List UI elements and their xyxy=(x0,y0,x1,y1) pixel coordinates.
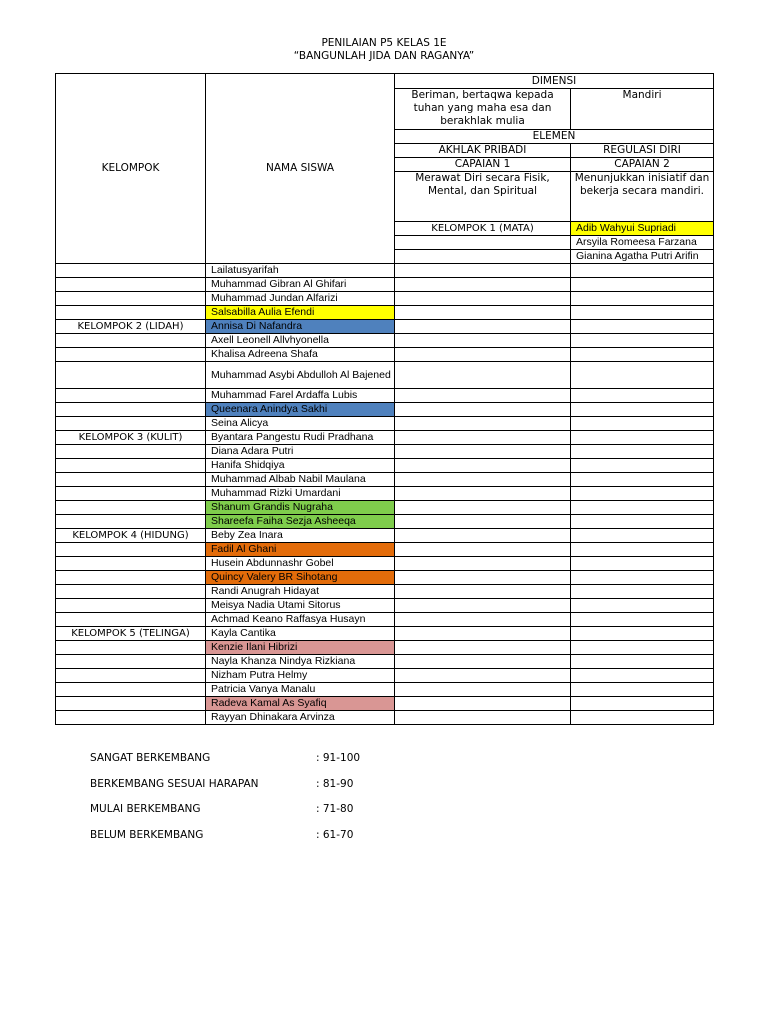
capaian-2-score-cell[interactable] xyxy=(571,515,714,529)
capaian-1-score-cell[interactable] xyxy=(395,306,571,320)
group-cell xyxy=(56,348,206,362)
group-cell xyxy=(56,669,206,683)
group-cell xyxy=(56,613,206,627)
capaian-1-score-cell[interactable] xyxy=(395,348,571,362)
capaian-2-score-cell[interactable] xyxy=(571,403,714,417)
student-name: Randi Anugrah Hidayat xyxy=(206,585,395,599)
student-name: Annisa Di Nafandra xyxy=(206,320,395,334)
group-cell: KELOMPOK 2 (LIDAH) xyxy=(56,320,206,334)
student-name: Muhammad Rizki Umardani xyxy=(206,487,395,501)
student-row xyxy=(56,585,714,599)
capaian-2-score-cell[interactable] xyxy=(571,292,714,306)
student-name: Axell Leonell Allvhyonella xyxy=(206,334,395,348)
capaian-2-score-cell[interactable] xyxy=(571,697,714,711)
student-name: Muhammad Albab Nabil Maulana xyxy=(206,473,395,487)
student-row xyxy=(56,417,714,431)
student-row xyxy=(56,278,714,292)
legend-range: : 91-100 xyxy=(316,752,361,764)
student-name: Muhammad Jundan Alfarizi xyxy=(206,292,395,306)
group-cell xyxy=(56,543,206,557)
student-row xyxy=(56,613,714,627)
group-cell: KELOMPOK 1 (MATA) xyxy=(395,222,571,236)
header-dimensi-mandiri: Mandiri xyxy=(571,89,714,130)
group-cell xyxy=(56,459,206,473)
capaian-2-score-cell[interactable] xyxy=(571,585,714,599)
group-cell xyxy=(56,487,206,501)
group-cell xyxy=(56,278,206,292)
group-cell xyxy=(56,334,206,348)
student-name: Khalisa Adreena Shafa xyxy=(206,348,395,362)
assessment-table xyxy=(55,73,714,725)
capaian-1-score-cell[interactable] xyxy=(395,417,571,431)
capaian-2-score-cell[interactable] xyxy=(571,362,714,389)
header-capaian-1-desc: Merawat Diri secara Fisik, Mental, dan Spiritual xyxy=(395,172,571,222)
capaian-2-score-cell[interactable] xyxy=(571,473,714,487)
group-cell xyxy=(56,641,206,655)
capaian-2-score-cell[interactable] xyxy=(571,571,714,585)
capaian-1-score-cell[interactable] xyxy=(395,320,571,334)
student-row xyxy=(56,669,714,683)
student-name: Muhammad Asybi Abdulloh Al Bajened xyxy=(206,362,395,389)
header-capaian-1: CAPAIAN 1 xyxy=(395,158,571,172)
capaian-2-score-cell[interactable] xyxy=(571,613,714,627)
student-name: Queenara Anindya Sakhi xyxy=(206,403,395,417)
student-row xyxy=(56,389,714,403)
capaian-1-score-cell[interactable] xyxy=(395,292,571,306)
capaian-1-score-cell[interactable] xyxy=(395,487,571,501)
capaian-1-score-cell[interactable] xyxy=(395,585,571,599)
legend-label: SANGAT BERKEMBANG xyxy=(90,752,211,764)
group-cell xyxy=(56,306,206,320)
student-name: Kayla Cantika xyxy=(206,627,395,641)
group-cell xyxy=(56,655,206,669)
capaian-2-score-cell[interactable] xyxy=(571,599,714,613)
student-row xyxy=(56,599,714,613)
header-kelompok: KELOMPOK xyxy=(56,74,206,264)
capaian-2-score-cell[interactable] xyxy=(571,627,714,641)
header-capaian-2-desc: Menunjukkan inisiatif dan bekerja secara mandiri. xyxy=(571,172,714,222)
student-name: Hanifa Shidqiya xyxy=(206,459,395,473)
capaian-1-score-cell[interactable] xyxy=(395,501,571,515)
group-cell xyxy=(395,250,571,264)
capaian-2-score-cell[interactable] xyxy=(571,501,714,515)
capaian-2-score-cell[interactable] xyxy=(571,529,714,543)
capaian-1-score-cell[interactable] xyxy=(395,669,571,683)
capaian-1-score-cell[interactable] xyxy=(395,697,571,711)
student-row xyxy=(56,264,714,278)
capaian-2-score-cell[interactable] xyxy=(571,641,714,655)
header-elemen: ELEMEN xyxy=(395,130,714,144)
group-cell xyxy=(56,292,206,306)
capaian-1-score-cell[interactable] xyxy=(395,334,571,348)
student-row xyxy=(56,683,714,697)
capaian-2-score-cell[interactable] xyxy=(571,306,714,320)
capaian-1-score-cell[interactable] xyxy=(395,362,571,389)
capaian-2-score-cell[interactable] xyxy=(571,445,714,459)
capaian-2-score-cell[interactable] xyxy=(571,487,714,501)
group-cell xyxy=(56,515,206,529)
capaian-1-score-cell[interactable] xyxy=(395,459,571,473)
header-dimensi: DIMENSI xyxy=(395,74,714,89)
capaian-1-score-cell[interactable] xyxy=(395,641,571,655)
capaian-1-score-cell[interactable] xyxy=(395,431,571,445)
group-cell xyxy=(56,711,206,725)
student-row xyxy=(56,473,714,487)
student-row xyxy=(56,697,714,711)
student-name: Muhammad Gibran Al Ghifari xyxy=(206,278,395,292)
student-row xyxy=(56,501,714,515)
capaian-1-score-cell[interactable] xyxy=(395,515,571,529)
capaian-1-score-cell[interactable] xyxy=(395,571,571,585)
capaian-2-score-cell[interactable] xyxy=(571,348,714,362)
capaian-1-score-cell[interactable] xyxy=(395,445,571,459)
legend-range: : 81-90 xyxy=(316,778,354,790)
capaian-2-score-cell[interactable] xyxy=(571,320,714,334)
capaian-1-score-cell[interactable] xyxy=(395,543,571,557)
group-cell xyxy=(56,389,206,403)
student-row xyxy=(56,445,714,459)
capaian-2-score-cell[interactable] xyxy=(571,278,714,292)
student-row xyxy=(56,306,714,320)
capaian-1-score-cell[interactable] xyxy=(395,403,571,417)
student-name: Diana Adara Putri xyxy=(206,445,395,459)
header-capaian-2: CAPAIAN 2 xyxy=(571,158,714,172)
student-row xyxy=(56,487,714,501)
document-subtitle: “BANGUNLAH JIDA DAN RAGANYA” xyxy=(293,50,475,62)
capaian-1-score-cell[interactable] xyxy=(395,655,571,669)
capaian-1-score-cell[interactable] xyxy=(395,529,571,543)
student-name: Quincy Valery BR Sihotang xyxy=(206,571,395,585)
capaian-2-score-cell[interactable] xyxy=(571,459,714,473)
student-row xyxy=(56,557,714,571)
capaian-2-score-cell[interactable] xyxy=(571,655,714,669)
capaian-2-score-cell[interactable] xyxy=(571,417,714,431)
group-cell xyxy=(56,264,206,278)
header-dimensi-beriman: Beriman, bertaqwa kepada tuhan yang maha esa dan berakhlak mulia xyxy=(395,89,571,130)
capaian-2-score-cell[interactable] xyxy=(571,557,714,571)
student-name: Beby Zea Inara xyxy=(206,529,395,543)
legend-range: : 61-70 xyxy=(316,829,354,841)
capaian-2-score-cell[interactable] xyxy=(571,264,714,278)
student-row xyxy=(56,431,714,445)
student-row xyxy=(56,571,714,585)
student-name: Nizham Putra Helmy xyxy=(206,669,395,683)
student-name: Kenzie Ilani Hibrizi xyxy=(206,641,395,655)
student-row xyxy=(56,627,714,641)
student-row xyxy=(56,459,714,473)
student-name: Arsyila Romeesa Farzana xyxy=(571,236,714,250)
group-cell xyxy=(56,417,206,431)
student-row xyxy=(56,529,714,543)
capaian-1-score-cell[interactable] xyxy=(395,683,571,697)
student-name: Shareefa Faiha Sezja Asheeqa xyxy=(206,515,395,529)
capaian-1-score-cell[interactable] xyxy=(395,389,571,403)
student-row xyxy=(56,403,714,417)
student-name: Seina Alicya xyxy=(206,417,395,431)
student-name: Byantara Pangestu Rudi Pradhana xyxy=(206,431,395,445)
header-elemen-akhlak-pribadi: AKHLAK PRIBADI xyxy=(395,144,571,158)
capaian-1-score-cell[interactable] xyxy=(395,278,571,292)
student-row xyxy=(56,348,714,362)
group-cell xyxy=(56,445,206,459)
student-name: Adib Wahyui Supriadi xyxy=(571,222,714,236)
group-cell: KELOMPOK 3 (KULIT) xyxy=(56,431,206,445)
student-name: Husein Abdunnashr Gobel xyxy=(206,557,395,571)
capaian-1-score-cell[interactable] xyxy=(395,557,571,571)
group-cell xyxy=(56,501,206,515)
capaian-1-score-cell[interactable] xyxy=(395,711,571,725)
student-name: Nayla Khanza Nindya Rizkiana xyxy=(206,655,395,669)
student-name: Muhammad Farel Ardaffa Lubis xyxy=(206,389,395,403)
student-name: Achmad Keano Raffasya Husayn xyxy=(206,613,395,627)
student-row xyxy=(56,515,714,529)
student-name: Shanum Grandis Nugraha xyxy=(206,501,395,515)
student-row xyxy=(56,292,714,306)
legend-range: : 71-80 xyxy=(316,803,354,815)
capaian-2-score-cell[interactable] xyxy=(571,711,714,725)
student-row xyxy=(56,641,714,655)
student-name: Gianina Agatha Putri Arifin xyxy=(571,250,714,264)
group-cell xyxy=(56,599,206,613)
group-cell xyxy=(56,585,206,599)
group-cell xyxy=(56,362,206,389)
group-cell xyxy=(56,683,206,697)
student-name: Radeva Kamal As Syafiq xyxy=(206,697,395,711)
capaian-2-score-cell[interactable] xyxy=(571,389,714,403)
capaian-2-score-cell[interactable] xyxy=(571,683,714,697)
legend-label: BELUM BERKEMBANG xyxy=(90,829,204,841)
group-cell xyxy=(395,236,571,250)
group-cell xyxy=(56,571,206,585)
group-cell xyxy=(56,697,206,711)
capaian-2-score-cell[interactable] xyxy=(571,334,714,348)
header-elemen-regulasi-diri: REGULASI DIRI xyxy=(571,144,714,158)
student-row xyxy=(56,334,714,348)
group-cell: KELOMPOK 4 (HIDUNG) xyxy=(56,529,206,543)
student-name: Lailatusyarifah xyxy=(206,264,395,278)
student-name: Salsabilla Aulia Efendi xyxy=(206,306,395,320)
student-row xyxy=(56,543,714,557)
student-name: Patricia Vanya Manalu xyxy=(206,683,395,697)
student-name: Fadil Al Ghani xyxy=(206,543,395,557)
legend-label: MULAI BERKEMBANG xyxy=(90,803,201,815)
header-nama-siswa: NAMA SISWA xyxy=(206,74,395,264)
student-row xyxy=(56,362,714,389)
student-row xyxy=(56,320,714,334)
capaian-2-score-cell[interactable] xyxy=(571,543,714,557)
student-row xyxy=(56,711,714,725)
group-cell: KELOMPOK 5 (TELINGA) xyxy=(56,627,206,641)
student-row xyxy=(56,655,714,669)
capaian-1-score-cell[interactable] xyxy=(395,613,571,627)
legend-label: BERKEMBANG SESUAI HARAPAN xyxy=(90,778,259,790)
student-name: Meisya Nadia Utami Sitorus xyxy=(206,599,395,613)
capaian-1-score-cell[interactable] xyxy=(395,599,571,613)
capaian-1-score-cell[interactable] xyxy=(395,627,571,641)
capaian-1-score-cell[interactable] xyxy=(395,264,571,278)
capaian-1-score-cell[interactable] xyxy=(395,473,571,487)
group-cell xyxy=(56,403,206,417)
group-cell xyxy=(56,557,206,571)
document-title: PENILAIAN P5 KELAS 1E xyxy=(321,37,447,49)
capaian-2-score-cell[interactable] xyxy=(571,669,714,683)
group-cell xyxy=(56,473,206,487)
capaian-2-score-cell[interactable] xyxy=(571,431,714,445)
student-name: Rayyan Dhinakara Arvinza xyxy=(206,711,395,725)
